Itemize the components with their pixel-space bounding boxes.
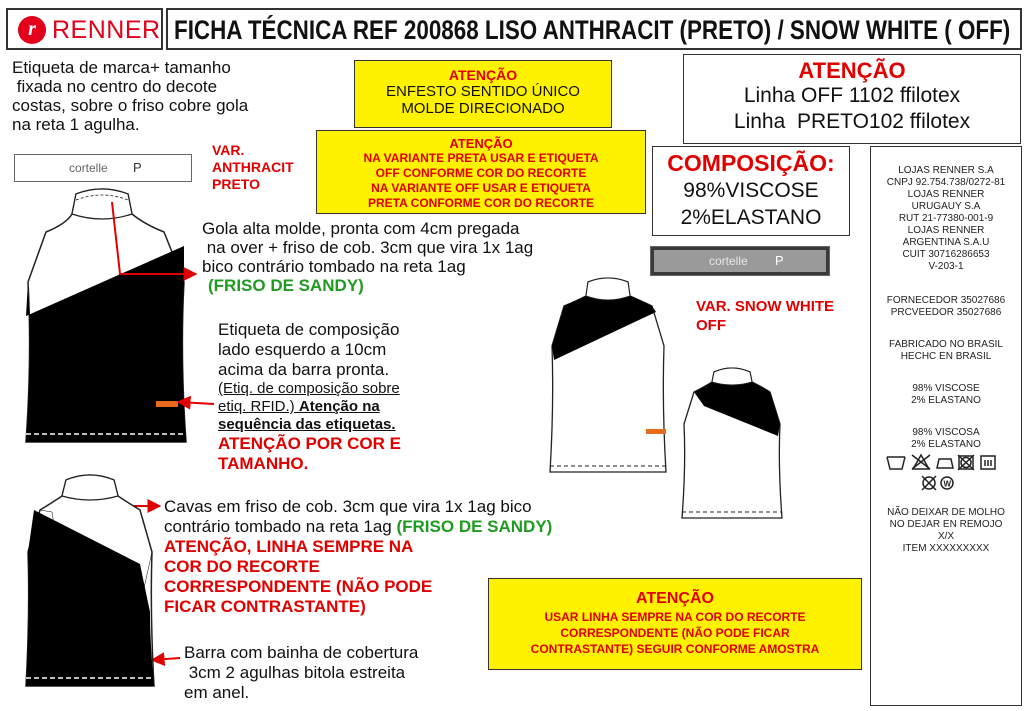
care-label (870, 146, 1022, 706)
care-line: LOJAS RENNER (907, 225, 985, 236)
garment-black-front (16, 186, 196, 446)
note-line: na reta 1 agulha. (12, 115, 140, 134)
care-line: V-203-1 (928, 261, 964, 272)
friso-green-text: (FRISO DE SANDY) (208, 276, 364, 295)
care-symbols-icon (885, 453, 1005, 491)
label-brand-text: cortelle (69, 161, 108, 175)
care-line: FORNECEDOR 35027686 (886, 295, 1006, 306)
care-line: 98% VISCOSA (912, 427, 980, 438)
label-brand-text: cortelle (709, 254, 748, 268)
variant-line: OFF (696, 317, 726, 334)
note-line: ATENÇÃO POR COR E (218, 434, 401, 453)
variant-line: PRETO (212, 176, 260, 192)
wash-30-icon (887, 457, 905, 469)
attention-line: NA VARIANTE OFF USAR E ETIQUETA (371, 181, 591, 195)
attention-title: ATENÇÃO (449, 136, 513, 151)
note-line: (Etiq. de composição sobre (218, 380, 400, 397)
hem-note (184, 643, 418, 703)
note-line: ATENÇÃO, LINHA SEMPRE NA (164, 537, 414, 556)
note-line: Atenção na (298, 398, 380, 415)
attention-line: ENFESTO SENTIDO ÚNICO (386, 83, 580, 100)
brand-label-note (12, 58, 312, 134)
attention-title: ATENÇÃO (448, 67, 518, 83)
attention-line: PRETA CONFORME COR DO RECORTE (367, 196, 594, 210)
note-line: TAMANHO. (218, 454, 309, 473)
header (0, 0, 1024, 56)
friso-green-text: (FRISO DE SANDY) (396, 517, 553, 536)
attention-line: NA VARIANTE PRETA USAR E ETIQUETA (363, 151, 599, 165)
attention-box-thread-color (488, 578, 862, 670)
care-line: 98% VISCOSE (912, 383, 980, 394)
composition-line: 98%VISCOSE (683, 179, 819, 202)
note-line: lado esquerdo a 10cm (218, 340, 387, 359)
composition-label-note (218, 320, 458, 474)
brand-name: RENNER (52, 16, 161, 44)
garment-off-front (548, 276, 668, 476)
note-line: fixada no centro do decote (12, 77, 218, 96)
care-line: LOJAS RENNER (907, 189, 985, 200)
composition-line: 2%ELASTANO (680, 206, 822, 229)
composition-box (652, 146, 850, 236)
attention-title: ATENÇÃO (636, 590, 714, 607)
care-line: URUGAUY S.A (911, 201, 981, 212)
variant-line: ANTHRACIT (212, 159, 294, 175)
note-line: 3cm 2 agulhas bitola estreita (184, 663, 406, 682)
page-title: FICHA TÉCNICA REF 200868 LISO ANTHRACIT (PRETO) / SNOW WHITE ( OFF) (174, 15, 1011, 45)
note-line: acima da barra pronta. (218, 360, 390, 379)
attention-box-thread (683, 54, 1021, 144)
thread-line-off: Linha OFF 1102 ffilotex (743, 84, 961, 107)
label-size-text: P (775, 253, 784, 268)
garment-off-back (680, 366, 784, 522)
composition-label-marker (646, 429, 666, 434)
care-line: HECHC EN BRASIL (900, 351, 992, 362)
care-line: LOJAS RENNER S.A (898, 165, 994, 176)
attention-line: OFF CONFORME COR DO RECORTE (375, 166, 587, 180)
attention-line: MOLDE DIRECIONADO (401, 100, 565, 117)
note-line: Etiqueta de marca+ tamanho (12, 58, 231, 77)
care-line: PRCVEEDOR 35027686 (890, 307, 1002, 318)
care-line: CUIT 30716286653 (902, 249, 990, 260)
svg-text:W: W (943, 479, 952, 489)
care-line: RUT 21-77380-001-9 (898, 213, 994, 224)
note-line: etiq. RFID.) (218, 398, 299, 415)
note-line: Barra com bainha de cobertura (184, 643, 419, 662)
note-line: FICAR CONTRASTANTE) (164, 597, 366, 616)
attention-line: CORRESPONDENTE (NÃO PODE FICAR (560, 626, 790, 640)
attention-box-cutting (354, 60, 612, 128)
variant-snow-label (696, 297, 834, 335)
care-line: CNPJ 92.754.738/0272-81 (886, 177, 1006, 188)
note-line: na over + friso de cob. 3cm que vira 1x 1ag (202, 238, 534, 257)
care-line: FABRICADO NO BRASIL (889, 339, 1003, 350)
note-line: sequência das etiquetas. (218, 416, 396, 433)
composition-label-marker (156, 401, 178, 407)
care-item: ITEM XXXXXXXXX (902, 543, 990, 554)
variant-anthracit-label (212, 142, 294, 193)
care-line: ARGENTINA S.A.U (902, 237, 990, 248)
note-line: contrário tombado na reta 1ag (164, 517, 397, 536)
care-line: 2% ELASTANO (911, 395, 981, 406)
care-line: NO DEJAR EN REMOJO (889, 519, 1003, 530)
iron-low-icon (937, 459, 953, 468)
attention-title: ATENÇÃO (798, 58, 906, 83)
care-symbols (871, 451, 1021, 491)
composition-title: COMPOSIÇÃO: (667, 150, 835, 176)
note-line: bico contrário tombado na reta 1ag (202, 257, 466, 276)
collar-note (202, 219, 533, 295)
label-size-text: P (133, 160, 142, 175)
garment-black-back (20, 472, 160, 692)
care-line: 2% ELASTANO (911, 439, 981, 450)
attention-line: USAR LINHA SEMPRE NA COR DO RECORTE (544, 610, 806, 624)
variant-line: VAR. SNOW WHITE (696, 298, 835, 315)
note-line: costas, sobre o friso cobre gola (12, 96, 249, 115)
note-line: COR DO RECORTE (164, 557, 320, 576)
care-size: X/X (937, 531, 955, 542)
note-line: Gola alta molde, pronta com 4cm pregada (202, 219, 520, 238)
brand-label-dark (650, 246, 830, 276)
brand-logo-mark-icon: r (18, 16, 46, 44)
note-line: em anel. (184, 683, 250, 702)
care-line: NÃO DEIXAR DE MOLHO (887, 507, 1005, 518)
brand-logo (6, 8, 163, 50)
variant-line: VAR. (212, 142, 245, 158)
attention-box-variant-labels (316, 130, 646, 214)
note-line: Cavas em friso de cob. 3cm que vira 1x 1ag bico (164, 497, 532, 516)
attention-line: CONTRASTANTE) SEGUIR CONFORME AMOSTRA (530, 642, 820, 656)
page-title-box (166, 8, 1022, 50)
note-line: Etiqueta de composição (218, 320, 400, 339)
note-line: CORRESPONDENTE (NÃO PODE (164, 577, 433, 596)
thread-line-black: Linha PRETO102 ffilotex (733, 110, 971, 133)
brand-label-white (14, 154, 192, 182)
